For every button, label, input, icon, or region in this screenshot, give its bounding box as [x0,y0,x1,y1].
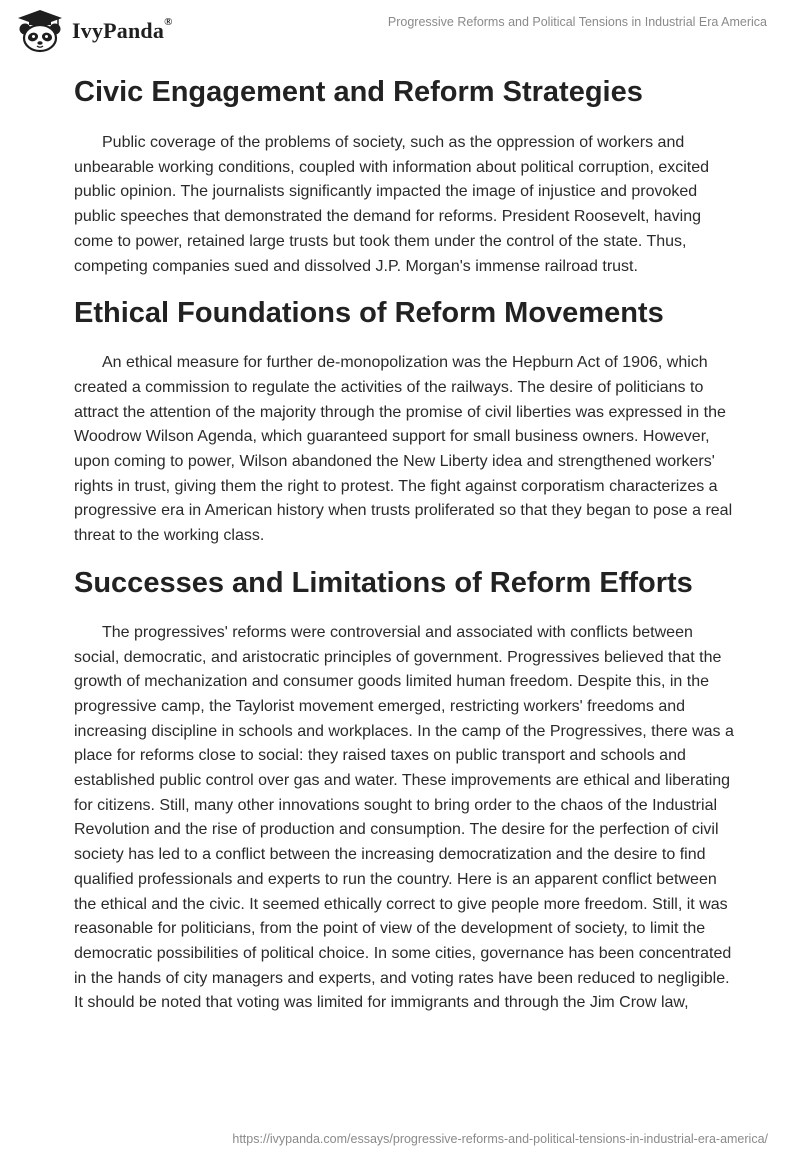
brand-name: IvyPanda® [72,16,173,43]
essay-content [74,70,734,1016]
section-paragraph: Public coverage of the problems of society, such as the oppression of workers and unbearable working conditions, coupled with information about political corruption, excited public opinion. The journalists significantly impacted the image of injustice and provoked public speeches that demonstrated the demand for reforms. President Roosevelt, having come to power, retained large trusts but took them under the control of the state. Thus, competing companies sued and dissolved J.P. Morgan's immense railroad trust. [74,134,710,275]
section-paragraph: The progressives' reforms were controversial and associated with conflicts between social, democratic, and aristocratic principles of government. Progressives believed that the growth of mechanization and consumer goods limited human freedom. Despite this, in the progressive camp, the Taylorist movement emerged, restricting workers' freedoms and increasing discipline in schools and workplaces. In the camp of the Progressives, there was a place for reforms close to social: they raised taxes on public transport and schools and established public control over gas and water. These improvements are ethical and liberating for citizens. Still, many other innovations sought to bring order to the chaos of the Industrial Revolution and the rise of production and consumption. The desire for the perfection of civil society has led to a conflict between the increasing democratization and the desire to find qualified professionals and experts to run the country. Here is an apparent conflict between the ethical and the civic. It seemed ethically correct to give people more freedom. Still, it was reasonable for politicians, from the point of view of the development of society, to limit the democratic possibilities of political choice. In some cities, governance has been concentrated in the hands of city managers and experts, and voting rates have been reduced to negligible. It should be noted that voting was limited for immigrants and through the Jim Crow law, [74,623,734,1012]
panda-graduate-icon [14,9,66,53]
section-paragraph: An ethical measure for further de-monopolization was the Hepburn Act of 1906, which created a commission to regulate the activities of the railways. The desire of politicians to attract the attention of the majority through the promise of civil liberties was expressed in the Woodrow Wilson Agenda, which guaranteed support for small business owners. However, upon coming to power, Wilson abandoned the New Liberty idea and strengthened workers' rights in trust, giving them the right to protest. The fight against corporatism characterizes a progressive era in American history when trusts proliferated so that they began to pose a real threat to the working class. [74,354,733,545]
ivypanda-logo[interactable] [14,9,173,53]
section-heading: Civic Engagement and Reform Strategies [74,76,643,108]
document-title: Progressive Reforms and Political Tensions in Industrial Era America [387,15,767,29]
source-url[interactable]: https://ivypanda.com/essays/progressive-reforms-and-political-tensions-in-industrial-era-america/ [232,1132,768,1146]
section-heading: Successes and Limitations of Reform Efforts [74,566,693,599]
page-header [0,0,800,60]
section-heading: Ethical Foundations of Reform Movements [74,297,664,330]
